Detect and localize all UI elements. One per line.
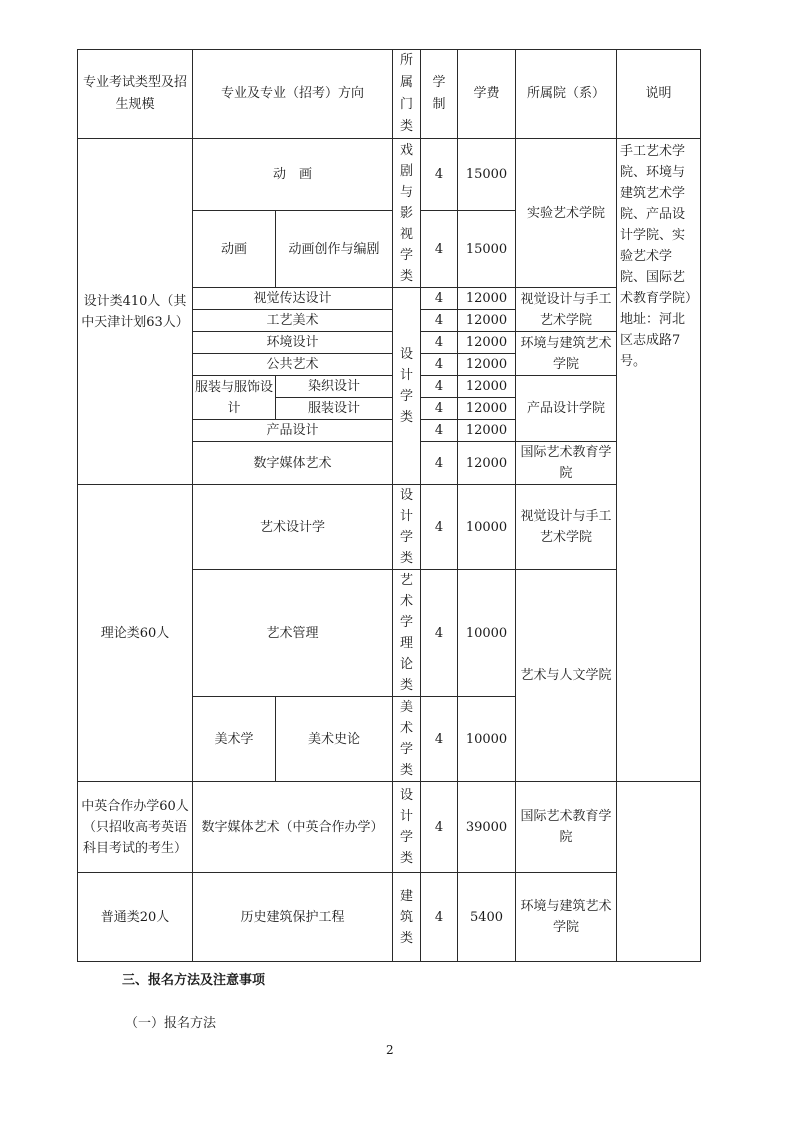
exam-type-sino-british: 中英合作办学60人（只招收高考英语科目考试的考生） (78, 782, 193, 873)
tuition-cell: 39000 (458, 782, 516, 873)
section-heading: 三、报名方法及注意事项 (122, 973, 266, 988)
header-notes: 说明 (617, 50, 701, 139)
major-cell: 数字媒体艺术（中英合作办学） (193, 782, 393, 873)
years-cell: 4 (421, 873, 458, 962)
table-row (78, 139, 701, 211)
header-years: 学 制 (421, 50, 458, 139)
notes-cell-empty (617, 782, 701, 962)
category-cell: 建 筑 类 (393, 873, 421, 962)
school-cell: 实验艺术学院 (516, 139, 617, 288)
category-cell: 设 计 学 类 (393, 782, 421, 873)
direction-cell: 染织设计 (276, 376, 393, 398)
years-cell: 4 (421, 310, 458, 332)
header-tuition: 学费 (458, 50, 516, 139)
category-cell: 设 计 学 类 (393, 288, 421, 485)
header-category: 所 属 门 类 (393, 50, 421, 139)
page-number: 2 (386, 1043, 394, 1057)
major-cell: 动 画 (193, 139, 393, 211)
major-cell: 艺术管理 (193, 570, 393, 697)
notes-cell: 手工艺术学院、环境与建筑艺术学院、产品设计学院、实验艺术学院、国际艺术教育学院）地址：河北区志成路7号。 (617, 139, 701, 782)
table-row (78, 782, 701, 873)
category-cell: 戏 剧 与 影 视 学 类 (393, 139, 421, 288)
tuition-cell: 12000 (458, 442, 516, 485)
years-cell: 4 (421, 139, 458, 211)
header-school: 所属院（系） (516, 50, 617, 139)
category-cell: 艺 术 学 理 论 类 (393, 570, 421, 697)
years-cell: 4 (421, 354, 458, 376)
major-cell: 环境设计 (193, 332, 393, 354)
tuition-cell: 15000 (458, 211, 516, 288)
direction-cell: 美术史论 (276, 697, 393, 782)
tuition-cell: 10000 (458, 697, 516, 782)
major-cell: 动画 (193, 211, 276, 288)
tuition-cell: 12000 (458, 310, 516, 332)
tuition-cell: 12000 (458, 288, 516, 310)
major-cell: 数字媒体艺术 (193, 442, 393, 485)
tuition-cell: 12000 (458, 332, 516, 354)
major-cell: 产品设计 (193, 420, 393, 442)
years-cell: 4 (421, 332, 458, 354)
tuition-cell: 15000 (458, 139, 516, 211)
header-exam-type: 专业考试类型及招生规模 (78, 50, 193, 139)
years-cell: 4 (421, 697, 458, 782)
years-cell: 4 (421, 442, 458, 485)
years-cell: 4 (421, 782, 458, 873)
years-cell: 4 (421, 211, 458, 288)
school-cell: 视觉设计与手工艺术学院 (516, 485, 617, 570)
school-cell: 国际艺术教育学院 (516, 442, 617, 485)
tuition-cell: 10000 (458, 485, 516, 570)
years-cell: 4 (421, 376, 458, 398)
major-cell: 工艺美术 (193, 310, 393, 332)
major-cell: 艺术设计学 (193, 485, 393, 570)
school-cell: 环境与建筑艺术学院 (516, 873, 617, 962)
tuition-cell: 5400 (458, 873, 516, 962)
school-cell: 环境与建筑艺术学院 (516, 332, 617, 376)
admission-table (77, 49, 701, 962)
direction-cell: 动画创作与编剧 (276, 211, 393, 288)
school-cell: 国际艺术教育学院 (516, 782, 617, 873)
exam-type-design: 设计类410人（其中天津计划63人） (78, 139, 193, 485)
major-cell: 公共艺术 (193, 354, 393, 376)
tuition-cell: 12000 (458, 420, 516, 442)
tuition-cell: 12000 (458, 354, 516, 376)
table-header-row (78, 50, 701, 139)
direction-cell: 服装设计 (276, 398, 393, 420)
tuition-cell: 10000 (458, 570, 516, 697)
category-cell: 美 术 学 类 (393, 697, 421, 782)
years-cell: 4 (421, 288, 458, 310)
table-row (78, 873, 701, 962)
school-cell: 艺术与人文学院 (516, 570, 617, 782)
exam-type-general: 普通类20人 (78, 873, 193, 962)
years-cell: 4 (421, 570, 458, 697)
sub-heading: （一）报名方法 (125, 1016, 217, 1031)
category-cell: 设 计 学 类 (393, 485, 421, 570)
school-cell: 产品设计学院 (516, 376, 617, 442)
years-cell: 4 (421, 420, 458, 442)
major-cell: 服装与服饰设计 (193, 376, 276, 420)
years-cell: 4 (421, 485, 458, 570)
major-cell: 美术学 (193, 697, 276, 782)
years-cell: 4 (421, 398, 458, 420)
table-row (78, 485, 701, 570)
tuition-cell: 12000 (458, 398, 516, 420)
major-cell: 视觉传达设计 (193, 288, 393, 310)
major-cell: 历史建筑保护工程 (193, 873, 393, 962)
school-cell: 视觉设计与手工艺术学院 (516, 288, 617, 332)
exam-type-theory: 理论类60人 (78, 485, 193, 782)
header-major: 专业及专业（招考）方向 (193, 50, 393, 139)
tuition-cell: 12000 (458, 376, 516, 398)
